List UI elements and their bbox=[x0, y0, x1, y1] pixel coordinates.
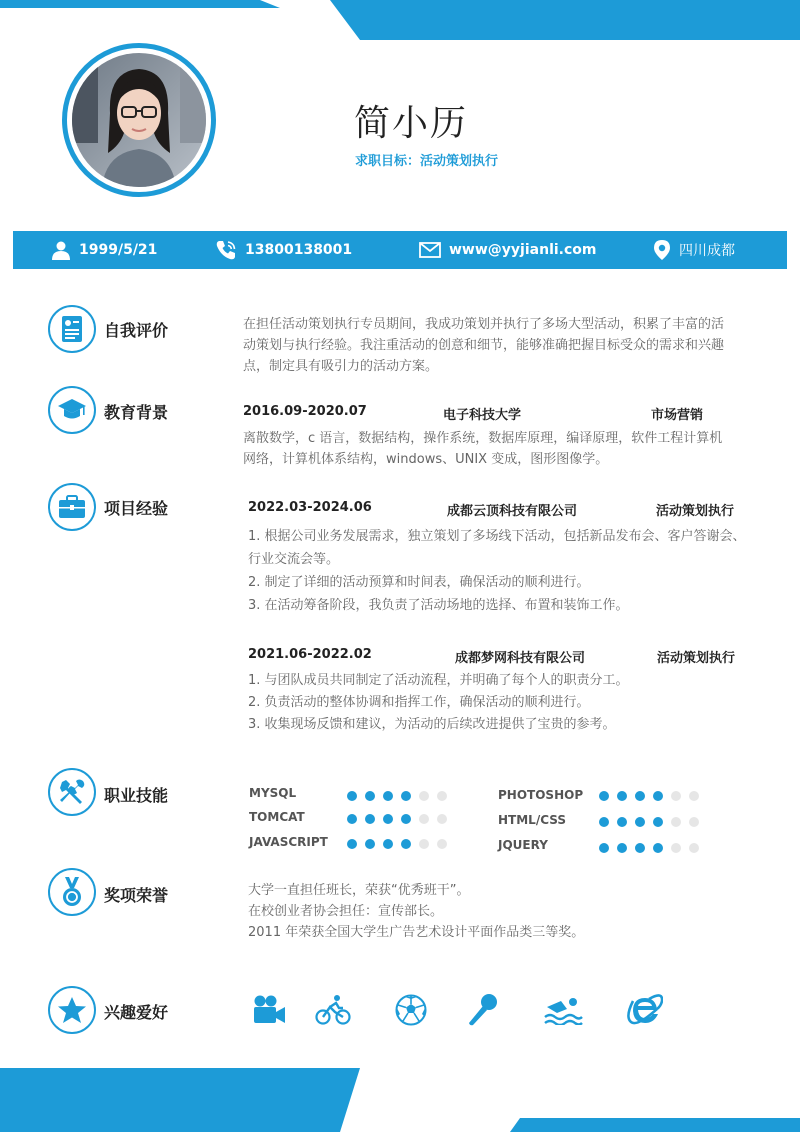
skill-name: HTML/CSS bbox=[498, 813, 566, 827]
section-title-skills: 职业技能 bbox=[104, 786, 169, 805]
project-1-role: 活动策划执行 bbox=[656, 504, 735, 519]
skill-dot-filled bbox=[401, 791, 411, 801]
microphone-icon bbox=[463, 990, 503, 1030]
self-evaluation-text bbox=[243, 314, 724, 377]
skill-dot-empty bbox=[689, 791, 699, 801]
skill-name: JAVASCRIPT bbox=[249, 835, 328, 849]
award-line: 大学一直担任班长，荣获“优秀班干”。 bbox=[248, 883, 470, 898]
section-title-hobbies: 兴趣爱好 bbox=[104, 1003, 169, 1022]
project-1-details bbox=[248, 525, 746, 617]
skill-level-dots bbox=[347, 839, 447, 849]
project-2-period: 2021.06-2022.02 bbox=[248, 647, 372, 662]
education-line: 离散数学，c 语言，数据结构，操作系统，数据库原理，编译原理，软件工程计算机 bbox=[243, 431, 723, 446]
skill-name: JQUERY bbox=[498, 838, 548, 852]
birthday-value: 1999/5/21 bbox=[79, 242, 158, 258]
project-1-line: 3. 在活动筹备阶段，我负责了活动场地的选择、布置和装饰工作。 bbox=[248, 598, 629, 613]
cycling-icon bbox=[313, 990, 353, 1030]
project-1-line: 1. 根据公司业务发展需求，独立策划了多场线下活动，包括新品发布会、客户答谢会、 bbox=[248, 529, 746, 544]
skill-dot-empty bbox=[689, 817, 699, 827]
skill-dot-empty bbox=[419, 791, 429, 801]
section-title-education: 教育背景 bbox=[104, 403, 169, 422]
skill-dot-filled bbox=[617, 791, 627, 801]
email-icon bbox=[419, 242, 441, 258]
education-line: 网络，计算机体系结构，windows、UNIX 变成，图形图像学。 bbox=[243, 452, 609, 467]
skill-dot-empty bbox=[419, 839, 429, 849]
project-2-company: 成都梦网科技有限公司 bbox=[455, 651, 586, 666]
project-2-role: 活动策划执行 bbox=[657, 651, 736, 666]
skill-dot-filled bbox=[599, 817, 609, 827]
contact-bar bbox=[13, 231, 787, 269]
skill-dot-empty bbox=[671, 791, 681, 801]
email-item bbox=[419, 231, 597, 269]
skill-dot-filled bbox=[599, 843, 609, 853]
project-1-line: 2. 制定了详细的活动预算和时间表，确保活动的顺利进行。 bbox=[248, 575, 590, 590]
top-decoration bbox=[0, 0, 800, 40]
section-title-awards: 奖项荣誉 bbox=[104, 886, 169, 905]
skill-dot-empty bbox=[689, 843, 699, 853]
skills-icon bbox=[48, 768, 96, 816]
internet-icon bbox=[625, 990, 665, 1030]
location-pin-icon bbox=[653, 239, 671, 261]
project-2-line: 2. 负责活动的整体协调和指挥工作，确保活动的顺利进行。 bbox=[248, 695, 590, 710]
birthday-item bbox=[51, 231, 157, 269]
skill-level-dots bbox=[599, 843, 699, 853]
project-1-company: 成都云顶科技有限公司 bbox=[447, 504, 578, 519]
self-evaluation-line: 动策划与执行经验。我注重活动的创意和细节，能够准确把握目标受众的需求和兴趣 bbox=[243, 338, 725, 353]
skill-dot-filled bbox=[653, 791, 663, 801]
self-evaluation-line: 在担任活动策划执行专员期间，我成功策划并执行了多场大型活动，积累了丰富的活 bbox=[243, 317, 725, 332]
phone-value[interactable]: 13800138001 bbox=[245, 242, 353, 258]
skill-dot-filled bbox=[347, 839, 357, 849]
football-icon bbox=[391, 990, 431, 1030]
phone-icon bbox=[215, 239, 237, 261]
education-major: 市场营销 bbox=[651, 408, 704, 423]
skill-dot-filled bbox=[617, 817, 627, 827]
skill-dot-filled bbox=[401, 814, 411, 824]
location-value: 四川成都 bbox=[679, 243, 735, 259]
skill-dot-filled bbox=[383, 791, 393, 801]
skill-dot-filled bbox=[347, 791, 357, 801]
self-evaluation-line: 点，制定具有吸引力的活动方案。 bbox=[243, 359, 439, 374]
skill-level-dots bbox=[599, 791, 699, 801]
skill-dot-filled bbox=[599, 791, 609, 801]
skill-level-dots bbox=[599, 817, 699, 827]
skill-name: PHOTOSHOP bbox=[498, 788, 584, 802]
skill-dot-filled bbox=[635, 843, 645, 853]
project-2-line: 1. 与团队成员共同制定了活动流程，并明确了每个人的职责分工。 bbox=[248, 673, 629, 688]
education-school: 电子科技大学 bbox=[443, 408, 522, 423]
location-item bbox=[653, 231, 735, 269]
profile-photo-frame bbox=[62, 43, 216, 197]
skill-dot-filled bbox=[617, 843, 627, 853]
awards-icon bbox=[48, 868, 96, 916]
skill-dot-empty bbox=[437, 839, 447, 849]
education-period: 2016.09-2020.07 bbox=[243, 404, 367, 419]
person-icon bbox=[51, 240, 71, 260]
profile-photo bbox=[72, 53, 206, 187]
skill-dot-empty bbox=[671, 817, 681, 827]
skill-dot-filled bbox=[653, 843, 663, 853]
skill-dot-filled bbox=[365, 814, 375, 824]
candidate-name: 简小历 bbox=[354, 103, 469, 144]
skill-level-dots bbox=[347, 814, 447, 824]
skill-dot-filled bbox=[653, 817, 663, 827]
skill-dot-empty bbox=[437, 791, 447, 801]
swimming-icon bbox=[543, 990, 583, 1030]
skill-name: MYSQL bbox=[249, 786, 297, 800]
skill-dot-filled bbox=[365, 839, 375, 849]
video-camera-icon bbox=[249, 990, 289, 1030]
self-evaluation-icon bbox=[48, 305, 96, 353]
project-2-line: 3. 收集现场反馈和建议，为活动的后续改进提供了宝贵的参考。 bbox=[248, 717, 616, 732]
skill-dot-empty bbox=[671, 843, 681, 853]
skill-dot-filled bbox=[383, 814, 393, 824]
education-icon bbox=[48, 386, 96, 434]
skill-dot-empty bbox=[419, 814, 429, 824]
skill-dot-filled bbox=[347, 814, 357, 824]
bottom-decoration bbox=[0, 1068, 800, 1132]
education-courses bbox=[243, 428, 722, 470]
hobbies-icon bbox=[48, 986, 96, 1034]
skill-level-dots bbox=[347, 791, 447, 801]
skill-dot-filled bbox=[635, 791, 645, 801]
awards-text bbox=[248, 880, 584, 943]
phone-item bbox=[215, 231, 352, 269]
skill-dot-filled bbox=[365, 791, 375, 801]
skill-name: TOMCAT bbox=[249, 810, 305, 824]
skill-dot-filled bbox=[635, 817, 645, 827]
award-line: 2011 年荣获全国大学生广告艺术设计平面作品类三等奖。 bbox=[248, 925, 585, 940]
section-title-self-evaluation: 自我评价 bbox=[104, 321, 169, 340]
project-1-period: 2022.03-2024.06 bbox=[248, 500, 372, 515]
skill-dot-filled bbox=[401, 839, 411, 849]
skill-dot-filled bbox=[383, 839, 393, 849]
award-line: 在校创业者协会担任：宣传部长。 bbox=[248, 904, 444, 919]
project-2-details bbox=[248, 670, 629, 736]
section-title-projects: 项目经验 bbox=[104, 499, 169, 518]
job-objective: 求职目标：活动策划执行 bbox=[355, 154, 499, 169]
skill-dot-empty bbox=[437, 814, 447, 824]
project-1-line: 行业交流会等。 bbox=[248, 552, 340, 567]
project-experience-icon bbox=[48, 483, 96, 531]
email-value[interactable]: www@yyjianli.com bbox=[449, 242, 597, 258]
